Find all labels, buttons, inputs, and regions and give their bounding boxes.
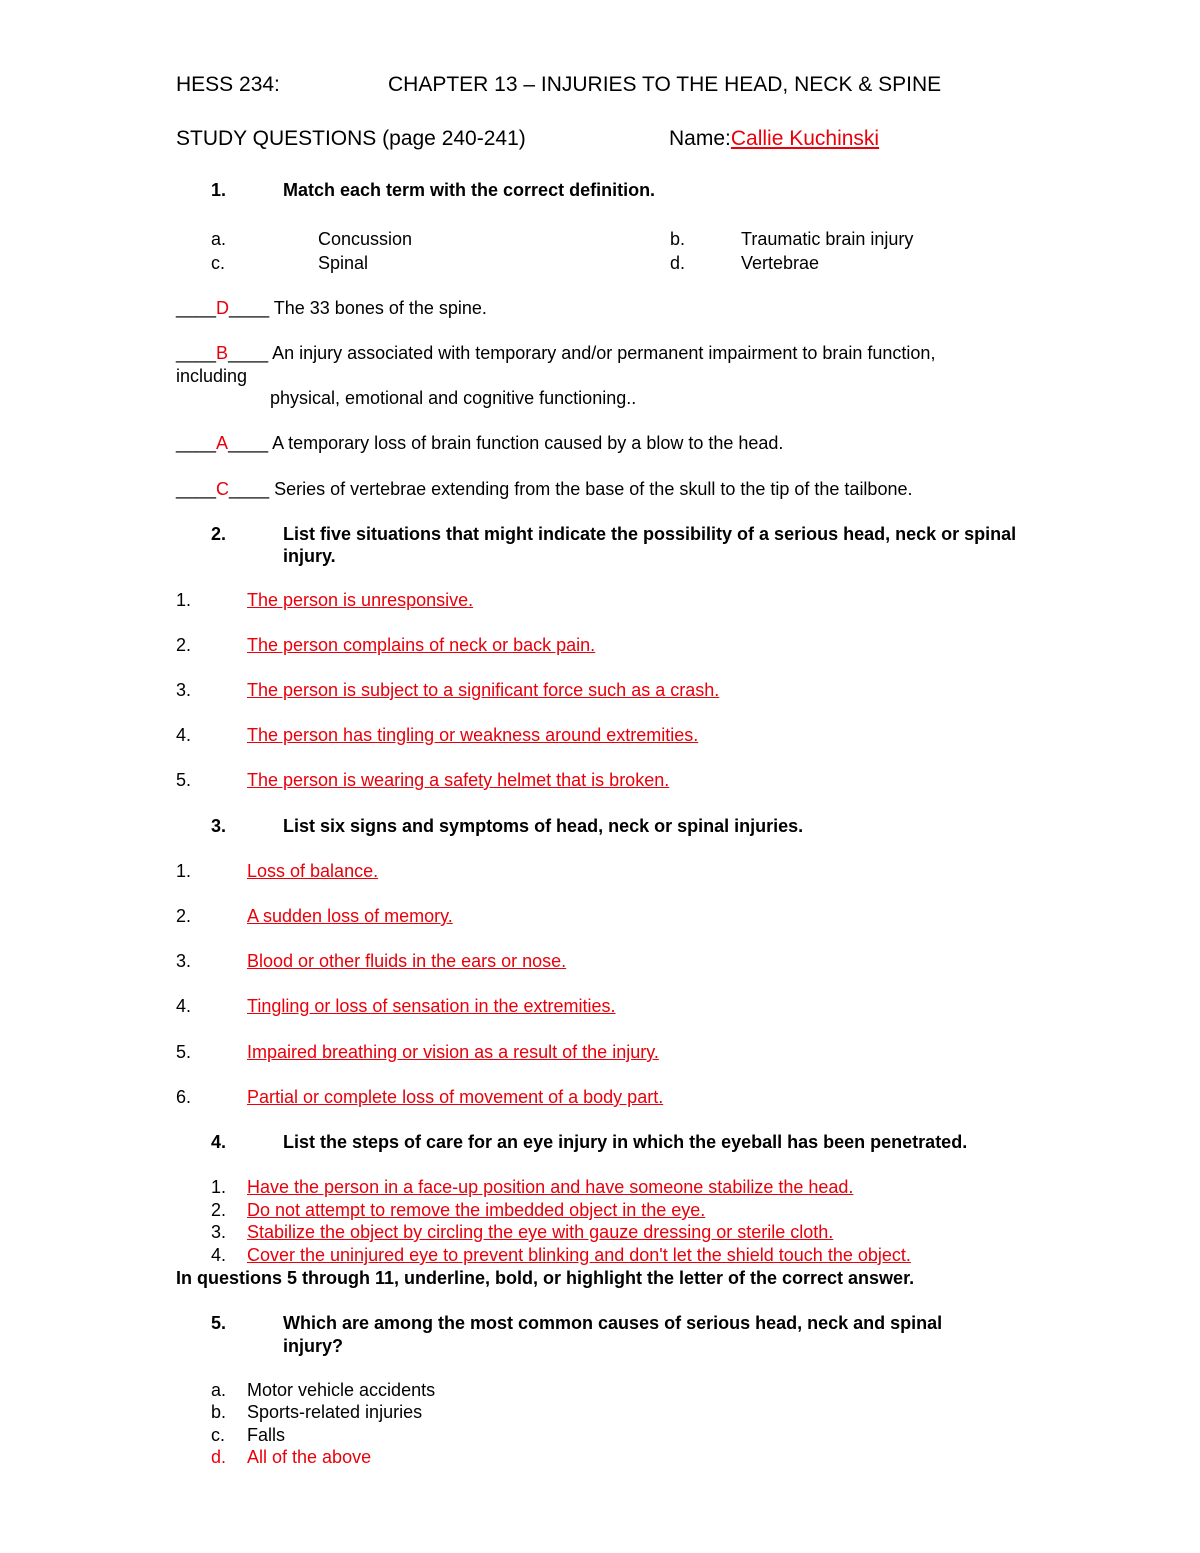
- q2-answer: The person has tingling or weakness around extremities.: [247, 725, 699, 745]
- q3-number: 3.: [211, 816, 227, 836]
- q3-answer: Loss of balance.: [247, 861, 379, 881]
- q5-text: Which are among the most common causes of serious head, neck and spinal: [283, 1313, 943, 1333]
- q1-text: Match each term with the correct definition.: [283, 180, 656, 200]
- term-c: Spinal: [318, 253, 369, 273]
- q4-step-number: 4.: [211, 1245, 227, 1265]
- q4-step: Have the person in a face-up position and have someone stabilize the head.: [247, 1177, 854, 1197]
- student-name: Callie Kuchinski: [730, 127, 880, 150]
- q2-answer: The person complains of neck or back pain.: [247, 635, 596, 655]
- match-definition-wrap: physical, emotional and cognitive functioning..: [270, 388, 637, 408]
- q2-answer-number: 3.: [176, 680, 192, 700]
- q2-text: List five situations that might indicate the possibility of a serious head, neck or spinal: [283, 524, 1017, 544]
- q5-option: Motor vehicle accidents: [247, 1380, 436, 1400]
- q5-option: Falls: [247, 1425, 286, 1445]
- match-row: ____A____ A temporary loss of brain function caused by a blow to the head.: [176, 433, 784, 453]
- q4-step: Do not attempt to remove the imbedded object in the eye.: [247, 1200, 706, 1220]
- q2-answer: The person is subject to a significant force such as a crash.: [247, 680, 720, 700]
- match-row: ____B____ An injury associated with temporary and/or permanent impairment to brain function,: [176, 343, 936, 363]
- match-answer: B: [216, 343, 229, 363]
- q5-option-letter: c.: [211, 1425, 226, 1445]
- name-field: [669, 127, 879, 151]
- q5-selected-option-letter: d.: [211, 1447, 227, 1467]
- study-questions-label: STUDY QUESTIONS (page 240-241): [176, 127, 526, 150]
- term-d: Vertebrae: [741, 253, 820, 273]
- q3-answer: Partial or complete loss of movement of a body part.: [247, 1087, 664, 1107]
- match-row: ____D____ The 33 bones of the spine.: [176, 298, 487, 318]
- q3-answer: A sudden loss of memory.: [247, 906, 453, 926]
- match-answer: D: [216, 298, 230, 318]
- q4-step-number: 1.: [211, 1177, 227, 1197]
- term-a: Concussion: [318, 229, 413, 249]
- match-definition: An injury associated with temporary and/or permanent impairment to brain function,: [268, 343, 936, 363]
- instruction-text: In questions 5 through 11, underline, bold, or highlight the letter of the correct answer.: [176, 1268, 915, 1288]
- q4-step: Cover the uninjured eye to prevent blinking and don't let the shield touch the object.: [247, 1245, 911, 1265]
- match-row: ____C____ Series of vertebrae extending from the base of the skull to the tip of the tailbone.: [176, 479, 913, 499]
- q3-answer-number: 4.: [176, 996, 192, 1016]
- q5-text-cont: injury?: [283, 1336, 344, 1356]
- q3-answer: Blood or other fluids in the ears or nose.: [247, 951, 567, 971]
- q2-answer: The person is unresponsive.: [247, 590, 474, 610]
- q3-answer: Tingling or loss of sensation in the extremities.: [247, 996, 616, 1016]
- q2-text-cont: injury.: [283, 546, 336, 566]
- q2-number: 2.: [211, 524, 227, 544]
- q3-text: List six signs and symptoms of head, neck or spinal injuries.: [283, 816, 804, 836]
- q4-step-number: 2.: [211, 1200, 227, 1220]
- q4-number: 4.: [211, 1132, 227, 1152]
- q3-answer-number: 6.: [176, 1087, 192, 1107]
- q4-step-number: 3.: [211, 1222, 227, 1242]
- q2-answer-number: 1.: [176, 590, 192, 610]
- q2-answer-number: 5.: [176, 770, 192, 790]
- q4-text: List the steps of care for an eye injury in which the eyeball has been penetrated.: [283, 1132, 968, 1152]
- q1-number: 1.: [211, 180, 227, 200]
- chapter-title: CHAPTER 13 – INJURIES TO THE HEAD, NECK & SPINE: [388, 73, 942, 96]
- match-answer: A: [216, 433, 229, 453]
- course-code: HESS 234:: [176, 73, 280, 96]
- q2-answer: The person is wearing a safety helmet that is broken.: [247, 770, 670, 790]
- term-b-letter: b.: [670, 229, 686, 249]
- term-c-letter: c.: [211, 253, 226, 273]
- term-b: Traumatic brain injury: [741, 229, 914, 249]
- match-answer: C: [216, 479, 230, 499]
- match-definition: The 33 bones of the spine.: [269, 298, 487, 318]
- q2-answer-number: 4.: [176, 725, 192, 745]
- q2-answer-number: 2.: [176, 635, 192, 655]
- q5-option-letter: a.: [211, 1380, 227, 1400]
- match-definition-wrap: including: [176, 366, 248, 386]
- match-definition: Series of vertebrae extending from the base of the skull to the tip of the tailbone.: [269, 479, 913, 499]
- q5-number: 5.: [211, 1313, 227, 1333]
- name-label: Name:: [669, 127, 731, 150]
- q3-answer-number: 5.: [176, 1042, 192, 1062]
- term-d-letter: d.: [670, 253, 686, 273]
- q5-option: Sports-related injuries: [247, 1402, 423, 1422]
- q3-answer-number: 2.: [176, 906, 192, 926]
- q5-selected-option: All of the above: [247, 1447, 372, 1467]
- q4-step: Stabilize the object by circling the eye with gauze dressing or sterile cloth.: [247, 1222, 834, 1242]
- q3-answer: Impaired breathing or vision as a result of the injury.: [247, 1042, 659, 1062]
- q3-answer-number: 1.: [176, 861, 192, 881]
- match-definition: A temporary loss of brain function caused by a blow to the head.: [268, 433, 784, 453]
- q3-answer-number: 3.: [176, 951, 192, 971]
- q5-option-letter: b.: [211, 1402, 227, 1422]
- term-a-letter: a.: [211, 229, 227, 249]
